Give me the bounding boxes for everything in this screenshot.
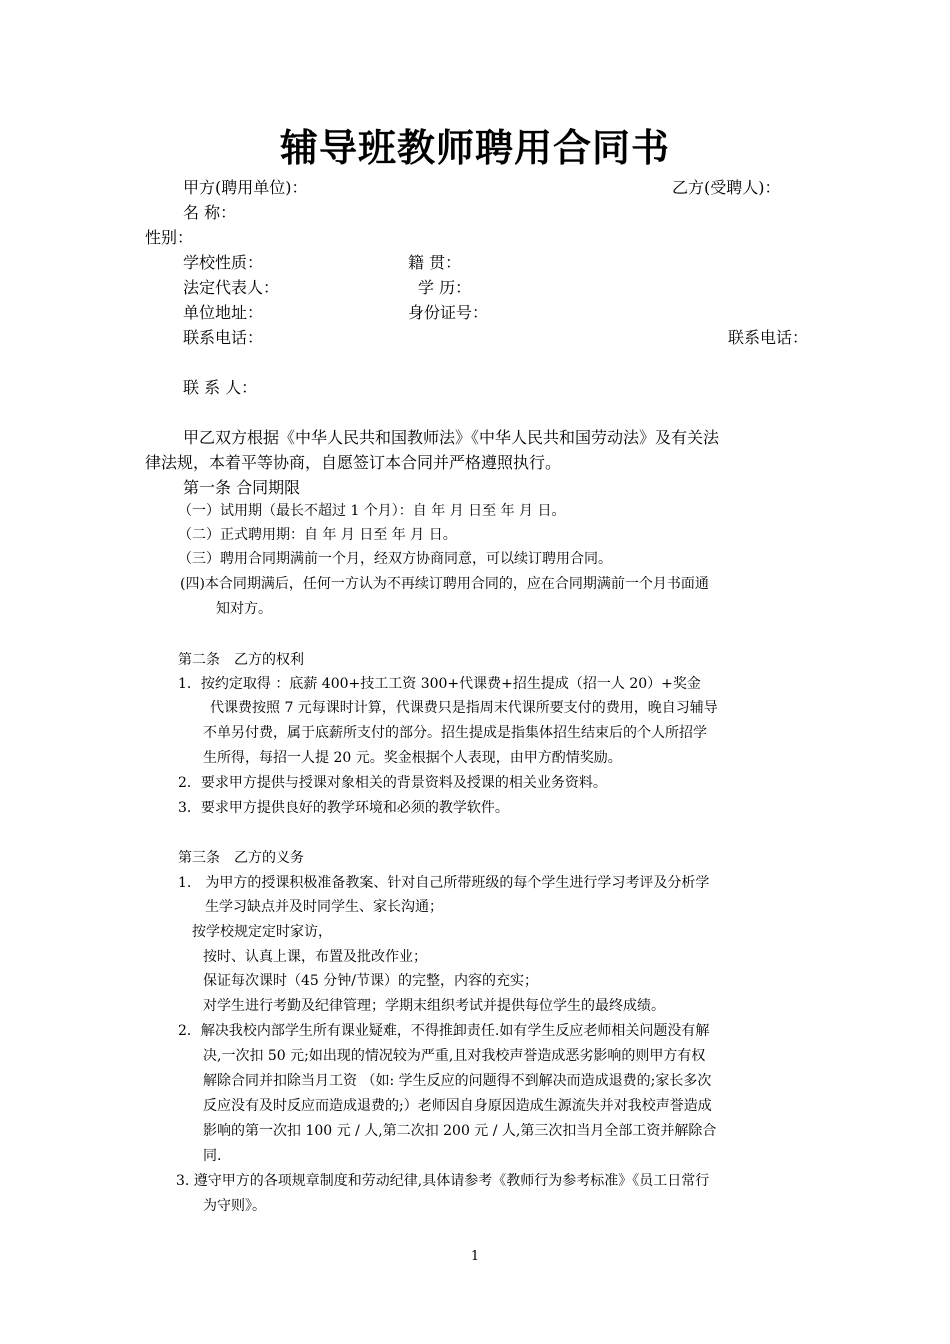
intro-line-1: 甲乙双方根据《中华人民共和国教师法》《中华人民共和国劳动法》及有关法 bbox=[183, 428, 720, 447]
article-3-item-3: 3. 遵守甲方的各项规章制度和劳动纪律,具体请参考《教师行为参考标准》《员工日常行 bbox=[176, 1173, 710, 1189]
article-1-item-3: （三）聘用合同期满前一个月，经双方协商同意，可以续订聘用合同。 bbox=[178, 551, 612, 567]
phone-b-label: 联系电话： bbox=[728, 328, 809, 347]
party-b-label: 乙方(受聘人)： bbox=[672, 178, 781, 197]
article-2-item-1-line-2: 代课费按照 7 元每课时计算，代课费只是指周末代课所要支付的费用，晚自习辅导 bbox=[210, 700, 718, 716]
id-number-label: 身份证号： bbox=[408, 303, 489, 322]
article-3-item-2-line-4: 反应没有及时反应而造成退费的;）老师因自身原因造成生源流失并对我校声誉造成 bbox=[203, 1098, 712, 1114]
article-1-heading: 第一条 合同期限 bbox=[183, 478, 301, 497]
document-title: 辅导班教师聘用合同书 bbox=[279, 126, 670, 170]
native-place-label: 籍 贯： bbox=[408, 253, 462, 272]
intro-line-2: 律法规，本着平等协商，自愿签订本合同并严格遵照执行。 bbox=[145, 453, 562, 472]
article-3-item-1-line-6: 对学生进行考勤及纪律管理；学期末组织考试并提供每位学生的最终成绩。 bbox=[203, 998, 665, 1014]
article-3-item-1: 1. 为甲方的授课积极准备教案、针对自己所带班级的每个学生进行学习考评及分析学 bbox=[178, 875, 710, 891]
gender-label: 性别： bbox=[145, 228, 194, 247]
article-2-heading: 第二条 乙方的权利 bbox=[178, 652, 304, 668]
article-2-item-1: 1．按约定取得 ：底薪 400+技工工资 300+代课费+招生提成（招一人 20）+奖金 bbox=[178, 676, 701, 692]
education-label: 学 历： bbox=[418, 278, 472, 297]
article-3-item-1-line-3: 按学校规定定时家访， bbox=[192, 924, 332, 940]
party-a-label: 甲方(聘用单位)： bbox=[183, 178, 308, 197]
article-2-item-1-line-3: 不单另付费，属于底薪所支付的部分。招生提成是指集体招生结束后的个人所招学 bbox=[203, 725, 707, 741]
article-3-item-3-line-2: 为守则》。 bbox=[203, 1198, 266, 1214]
article-3-item-1-line-4: 按时、认真上课，布置及批改作业； bbox=[203, 949, 427, 965]
contact-label: 联 系 人： bbox=[183, 378, 258, 397]
article-3-heading: 第三条 乙方的义务 bbox=[178, 850, 304, 866]
legal-rep-label: 法定代表人： bbox=[183, 278, 280, 297]
article-1-item-4: (四)本合同期满后，任何一方认为不再续订聘用合同的，应在合同期满前一个月书面通 bbox=[180, 576, 709, 592]
article-3-item-2-line-2: 决,一次扣 50 元;如出现的情况较为严重,且对我校声誉造成恶劣影响的则甲方有权 bbox=[203, 1048, 706, 1064]
article-3-item-2-line-5: 影响的第一次扣 100 元 / 人,第二次扣 200 元 / 人,第三次扣当月全部工资并解除合 bbox=[203, 1123, 717, 1139]
address-label: 单位地址： bbox=[183, 303, 264, 322]
article-1-item-4-cont: 知对方。 bbox=[216, 601, 272, 617]
article-3-item-2: 2．解决我校内部学生所有课业疑难，不得推卸责任.如有学生反应老师相关问题没有解 bbox=[178, 1023, 710, 1039]
article-2-item-1-line-4: 生所得，每招一人提 20 元。奖金根据个人表现，由甲方酌情奖励。 bbox=[203, 750, 622, 766]
school-type-label: 学校性质： bbox=[183, 253, 264, 272]
article-1-item-1: （一）试用期（最长不超过 1 个月）：自 年 月 日至 年 月 日。 bbox=[178, 503, 566, 519]
article-3-item-2-line-6: 同. bbox=[203, 1148, 222, 1164]
article-1-item-2: （二）正式聘用期：自 年 月 日至 年 月 日。 bbox=[178, 527, 457, 543]
page-number: 1 bbox=[470, 1249, 480, 1264]
phone-a-label: 联系电话： bbox=[183, 328, 264, 347]
article-3-item-1-line-5: 保证每次课时（45 分钟/节课）的完整，内容的充实； bbox=[203, 973, 538, 989]
article-3-item-2-line-3: 解除合同并扣除当月工资 （如: 学生反应的问题得不到解决而造成退费的;家长多次 bbox=[203, 1073, 712, 1089]
name-label: 名 称： bbox=[183, 203, 237, 222]
article-2-item-2: 2．要求甲方提供与授课对象相关的背景资料及授课的相关业务资料。 bbox=[178, 775, 607, 791]
article-3-item-1-line-2: 生学习缺点并及时同学生、家长沟通； bbox=[205, 899, 443, 915]
article-2-item-3: 3．要求甲方提供良好的教学环境和必须的教学软件。 bbox=[178, 800, 509, 816]
